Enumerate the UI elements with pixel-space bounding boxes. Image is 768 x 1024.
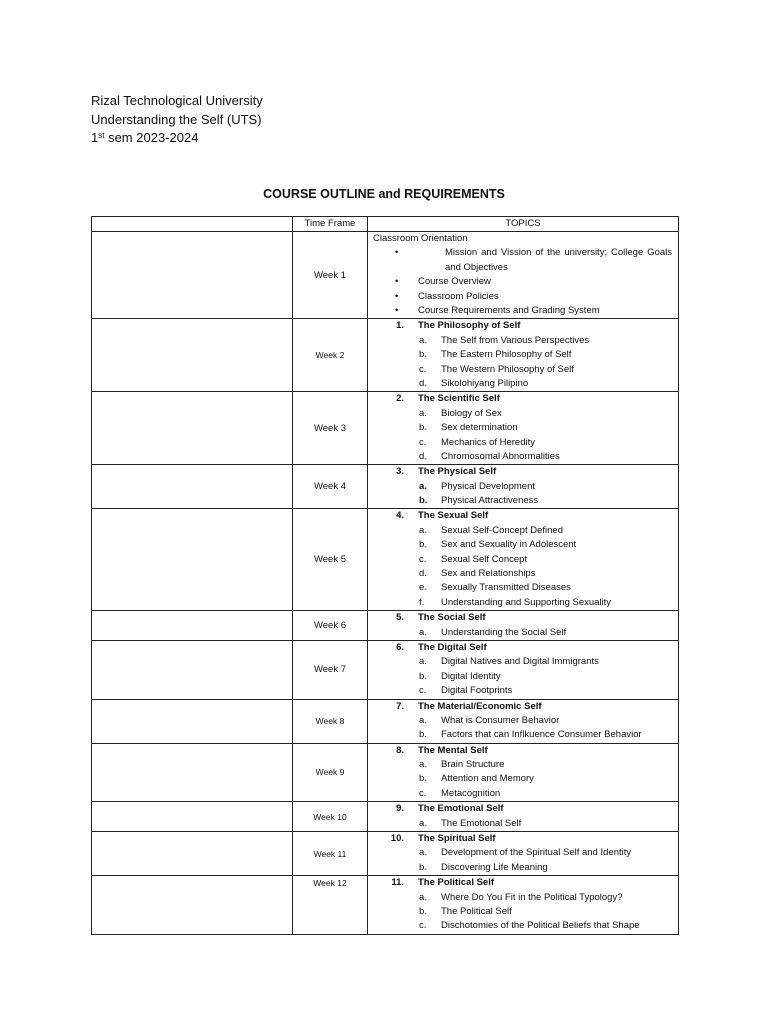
bullet-icon: • bbox=[395, 276, 399, 288]
list-item: a. Understanding the Social Self bbox=[419, 626, 567, 638]
topics-header: TOPICS bbox=[368, 217, 679, 232]
topics-cell bbox=[368, 232, 679, 319]
list-item: b. The Political Self bbox=[419, 906, 512, 917]
table-header-row bbox=[92, 217, 679, 232]
list-item: b. Factors that can Inflkuence Consumer Behavior bbox=[419, 729, 642, 741]
list-item: c. The Western Philosophy of Self bbox=[419, 363, 574, 375]
list-item: b. Physical Attractiveness bbox=[419, 495, 539, 507]
topic-heading: 8. The Mental Self bbox=[396, 744, 488, 756]
topic-heading: 5. The Social Self bbox=[396, 612, 486, 624]
topic-heading: 10. The Spiritual Self bbox=[390, 833, 496, 845]
table-row bbox=[92, 392, 679, 465]
blank-cell bbox=[92, 832, 293, 876]
list-item: c. Digital Footprints bbox=[419, 685, 513, 697]
blank-cell bbox=[92, 640, 293, 699]
time-frame-cell: Week 2 bbox=[293, 319, 368, 392]
list-item: a. Physical Development bbox=[419, 480, 535, 492]
list-item: • Course Overview bbox=[368, 275, 678, 289]
table-row bbox=[92, 509, 679, 611]
page-title: COURSE OUTLINE and REQUIREMENTS bbox=[263, 187, 505, 201]
list-item: d. Sikolohiyang Pilipino bbox=[419, 377, 529, 389]
time-frame-cell: Week 4 bbox=[293, 465, 368, 509]
time-frame-cell: Week 10 bbox=[293, 802, 368, 832]
time-frame-cell: Week 8 bbox=[293, 699, 368, 743]
blank-cell bbox=[92, 743, 293, 802]
topic-heading: 3. The Physical Self bbox=[396, 466, 497, 478]
topics-cell bbox=[368, 611, 679, 641]
topic-heading: 7. The Material/Economic Self bbox=[396, 700, 542, 712]
table-row bbox=[92, 876, 679, 935]
time-frame-cell: Week 6 bbox=[293, 611, 368, 641]
list-item: b. Discovering Life Meaning bbox=[419, 861, 548, 873]
topics-cell bbox=[368, 392, 679, 465]
university-name: Rizal Technological University bbox=[91, 93, 263, 108]
semester-year: sem 2023-2024 bbox=[104, 130, 199, 145]
table-row bbox=[92, 743, 679, 802]
table-row bbox=[92, 232, 679, 319]
list-item: c. Mechanics of Heredity bbox=[419, 436, 535, 448]
list-item: a. Where Do You Fit in the Political Typology? bbox=[419, 891, 623, 903]
list-item: a. Brain Structure bbox=[419, 759, 505, 771]
list-item: a. What is Consumer Behavior bbox=[419, 714, 560, 726]
bullet-icon: • bbox=[395, 247, 399, 259]
blank-cell bbox=[92, 509, 293, 611]
blank-cell bbox=[92, 876, 293, 935]
list-item: b. Attention and Memory bbox=[419, 773, 534, 785]
list-item: a. Development of the Spiritual Self and Identity bbox=[419, 847, 632, 859]
bullet-icon: • bbox=[395, 290, 399, 302]
table-row bbox=[92, 465, 679, 509]
blank-cell bbox=[92, 319, 293, 392]
topics-cell bbox=[368, 319, 679, 392]
time-frame-cell: Week 5 bbox=[293, 509, 368, 611]
table-row bbox=[92, 319, 679, 392]
semester-ordinal-suffix: st bbox=[98, 131, 105, 140]
table-row bbox=[92, 802, 679, 832]
list-item: a. The Emotional Self bbox=[419, 817, 522, 829]
list-item: b. Sex and Sexuality in Adolescent bbox=[419, 539, 577, 551]
topics-cell bbox=[368, 802, 679, 832]
topics-cell bbox=[368, 876, 679, 935]
course-name: Understanding the Self (UTS) bbox=[91, 111, 262, 127]
table-row bbox=[92, 699, 679, 743]
semester-line bbox=[91, 129, 263, 148]
topics-cell bbox=[368, 832, 679, 876]
list-item: e. Sexually Transmitted Diseases bbox=[419, 582, 571, 594]
list-item: • Mission and Vission of the university; College Goals and Objectives bbox=[395, 247, 672, 273]
list-item: d. Sex and Relationships bbox=[419, 568, 536, 580]
topics-cell bbox=[368, 743, 679, 802]
list-item: b. Digital Identity bbox=[419, 670, 501, 682]
time-frame-cell: Week 11 bbox=[293, 832, 368, 876]
topics-cell bbox=[368, 465, 679, 509]
list-item: a. Biology of Sex bbox=[419, 407, 502, 419]
time-frame-cell: Week 1 bbox=[293, 232, 368, 319]
table-row bbox=[92, 611, 679, 641]
table-row bbox=[92, 640, 679, 699]
table-row bbox=[92, 832, 679, 876]
list-item: b. Sex determination bbox=[419, 422, 518, 434]
blank-cell bbox=[92, 802, 293, 832]
blank-cell bbox=[92, 699, 293, 743]
list-item: b. The Eastern Philosophy of Self bbox=[419, 349, 572, 361]
list-item: f. Understanding and Supporting Sexuality bbox=[419, 596, 612, 608]
topics-cell bbox=[368, 509, 679, 611]
list-item: c. Sexual Self Concept bbox=[419, 553, 528, 565]
list-item: a. The Self from Various Perspectives bbox=[419, 334, 590, 346]
list-item: d. Chromosomal Abnormalities bbox=[419, 450, 560, 462]
topic-heading: 9. The Emotional Self bbox=[396, 803, 504, 815]
list-item: c. Metacognition bbox=[419, 787, 501, 799]
topic-heading: 4. The Sexual Self bbox=[396, 510, 489, 522]
time-frame-cell: Week 7 bbox=[293, 640, 368, 699]
list-item: c. Dischotomies of the Political Beliefs that Shape bbox=[419, 920, 640, 932]
document-header bbox=[91, 92, 263, 148]
list-item: • Course Requirements and Grading System bbox=[368, 304, 678, 318]
blank-cell bbox=[92, 465, 293, 509]
topic-heading: 2. The Scientific Self bbox=[396, 393, 500, 405]
list-item: a. Digital Natives and Digital Immigrants bbox=[419, 656, 599, 668]
time-frame-cell: Week 9 bbox=[293, 743, 368, 802]
time-frame-header: Time Frame bbox=[293, 217, 368, 232]
orientation-heading: Classroom Orientation bbox=[373, 233, 468, 244]
topic-heading: 11. The Political Self bbox=[391, 877, 495, 889]
semester-number: 1 bbox=[91, 130, 99, 145]
topic-heading: 1. The Philosophy of Self bbox=[396, 320, 521, 332]
bullet-icon: • bbox=[395, 304, 399, 316]
time-frame-cell: Week 12 bbox=[293, 876, 368, 935]
blank-cell bbox=[92, 392, 293, 465]
topics-cell bbox=[368, 640, 679, 699]
blank-header-cell bbox=[92, 217, 293, 232]
list-item: • Classroom Policies bbox=[368, 290, 678, 304]
topic-heading: 6. The Digital Self bbox=[396, 641, 487, 653]
course-outline-table bbox=[91, 216, 679, 935]
blank-cell bbox=[92, 611, 293, 641]
blank-cell bbox=[92, 232, 293, 319]
topics-cell bbox=[368, 699, 679, 743]
time-frame-cell: Week 3 bbox=[293, 392, 368, 465]
list-item: a. Sexual Self-Concept Defined bbox=[419, 524, 563, 536]
